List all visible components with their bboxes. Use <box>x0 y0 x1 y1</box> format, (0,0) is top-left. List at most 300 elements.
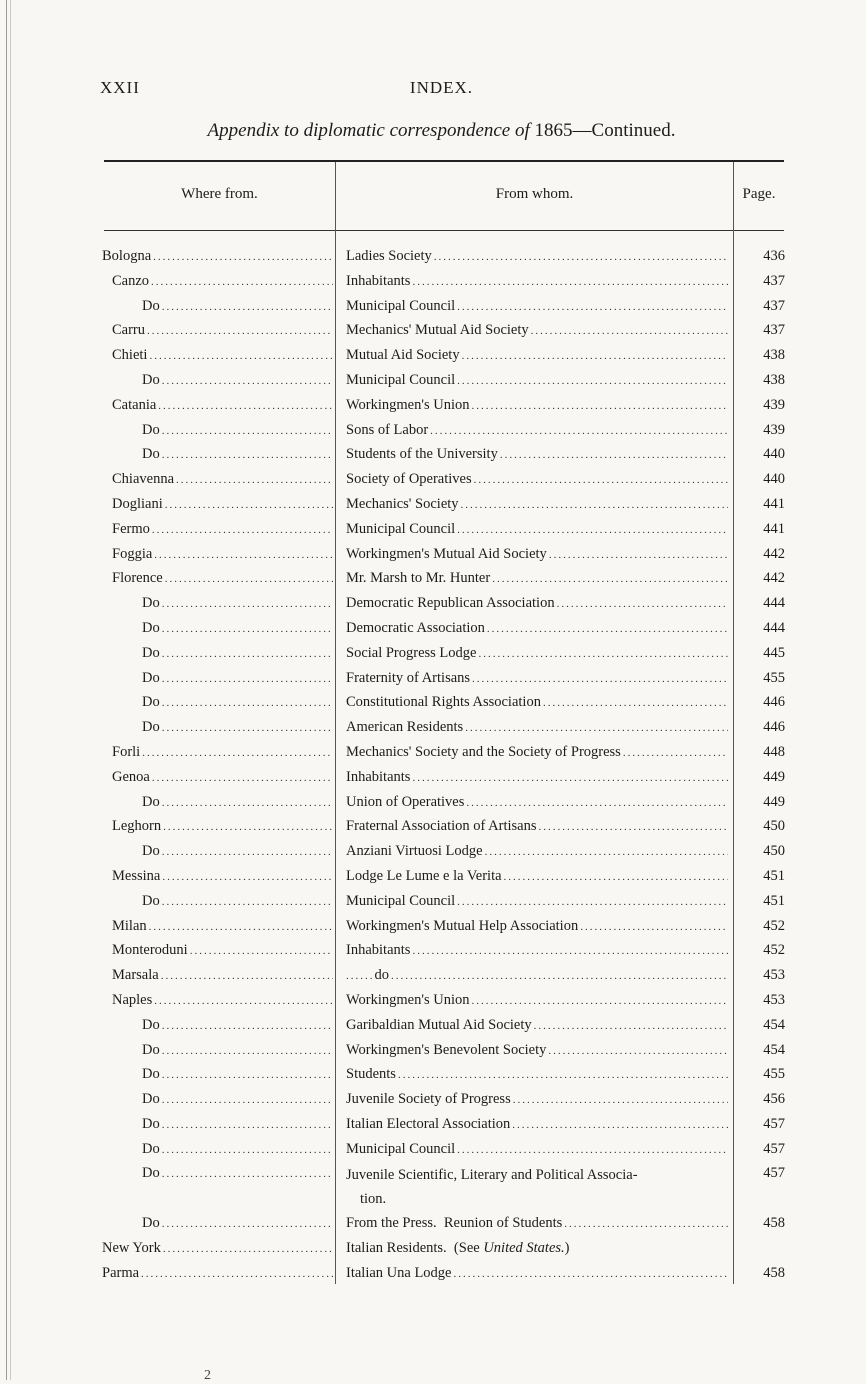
from-whom-cell <box>346 965 728 986</box>
page-number-cell: 437 <box>763 297 785 314</box>
from-whom-text <box>346 767 410 787</box>
table-row <box>100 519 790 544</box>
place-cell <box>102 618 333 639</box>
leader-dots <box>454 1264 729 1284</box>
page-number-cell: 450 <box>763 818 785 835</box>
place-cell <box>102 668 333 689</box>
leader-dots <box>434 247 728 267</box>
from-whom-text <box>346 792 464 812</box>
leader-dots <box>474 470 728 490</box>
from-whom-main: Mechanics' Society and the Society of Progress <box>346 743 621 760</box>
from-whom-text <box>346 940 410 960</box>
table-row <box>100 1089 790 1114</box>
page-number-cell: 442 <box>763 570 785 587</box>
from-whom-main: Workingmen's Benevolent Society <box>346 1041 547 1058</box>
page-number-cell: 457 <box>763 1165 785 1182</box>
place-cell <box>102 395 333 416</box>
leader-dots <box>412 941 728 961</box>
page-number-cell: 440 <box>763 471 785 488</box>
from-whom-cell <box>346 618 728 639</box>
page-number-cell: 452 <box>763 917 785 934</box>
from-whom-text <box>346 444 498 464</box>
from-whom-main: From the Press. Reunion of Students <box>346 1215 563 1232</box>
from-whom-main: Fraternity of Artisans <box>346 669 471 686</box>
leader-dots <box>149 346 333 366</box>
leader-dots <box>430 421 728 441</box>
from-whom-main: Italian Residents. (See <box>346 1239 484 1256</box>
leader-dots <box>457 520 728 540</box>
place-cell <box>102 767 333 788</box>
place-text: Catania <box>112 396 157 413</box>
table-row <box>100 1163 790 1213</box>
place-cell <box>102 593 333 614</box>
from-whom-main: Sons of Labor <box>346 421 429 438</box>
place-cell <box>102 469 333 490</box>
from-whom-main: Juvenile Society of Progress <box>346 1091 511 1108</box>
place-text: Do <box>142 694 160 711</box>
from-whom-text <box>346 519 455 539</box>
page-number-cell: 437 <box>763 322 785 339</box>
leader-dots <box>162 867 333 887</box>
place-text: Chiavenna <box>112 471 175 488</box>
table-row <box>100 717 790 742</box>
place-cell <box>102 568 333 589</box>
from-whom-cell <box>346 668 728 689</box>
place-cell <box>102 444 333 465</box>
place-cell <box>102 1089 333 1110</box>
table-row <box>100 692 790 717</box>
page-number-roman: XXII <box>100 78 140 97</box>
column-header-page: Page. <box>742 186 776 202</box>
from-whom-text <box>346 345 460 365</box>
page-number-cell: 452 <box>763 942 785 959</box>
place-text: Fermo <box>112 520 150 537</box>
place-text: Do <box>142 446 160 463</box>
place-cell <box>102 866 333 887</box>
from-whom-text <box>346 271 410 291</box>
leader-dots <box>163 817 333 837</box>
place-text: Forli <box>112 743 141 760</box>
leader-dots <box>151 272 333 292</box>
table-row <box>100 271 790 296</box>
place-text: Florence <box>112 570 163 587</box>
from-whom-cell <box>346 717 728 738</box>
page-number-cell: 456 <box>763 1091 785 1108</box>
place-text: Marsala <box>112 967 159 984</box>
table-row <box>100 866 790 891</box>
place-text: Do <box>142 843 160 860</box>
place-cell <box>102 1015 333 1036</box>
page-number-cell: 453 <box>763 991 785 1008</box>
place-cell <box>102 1238 333 1259</box>
from-whom-text <box>346 420 428 440</box>
place-text: Do <box>142 1215 160 1232</box>
leader-dots <box>457 1140 728 1160</box>
from-whom-main: Inhabitants <box>346 942 411 959</box>
from-whom-text <box>346 296 455 316</box>
column-header-where: Where from. <box>181 186 258 202</box>
page-number-cell: 440 <box>763 446 785 463</box>
page-number-cell: 441 <box>763 495 785 512</box>
leader-dots <box>161 966 333 986</box>
from-whom-cell <box>346 395 728 416</box>
table-header-rule <box>104 230 784 231</box>
place-text: Do <box>142 719 160 736</box>
leader-dots <box>492 569 728 589</box>
leader-dots <box>162 1090 333 1110</box>
page-number-cell: 449 <box>763 793 785 810</box>
from-whom-main: Mutual Aid Society <box>346 347 460 364</box>
from-whom-text <box>346 866 502 886</box>
from-whom-cell <box>346 916 728 937</box>
table-row <box>100 593 790 618</box>
place-text: Do <box>142 669 160 686</box>
leader-dots <box>538 817 728 837</box>
from-whom-main: Municipal Council <box>346 297 456 314</box>
section-subtitle <box>100 120 783 142</box>
place-text: Do <box>142 793 160 810</box>
from-whom-cell <box>346 1015 728 1036</box>
place-cell <box>102 841 333 862</box>
leader-dots <box>457 297 728 317</box>
from-whom-main: Workingmen's Mutual Help Association <box>346 917 579 934</box>
from-whom-cell <box>346 767 728 788</box>
from-whom-text <box>346 717 463 737</box>
from-whom-text <box>346 395 469 415</box>
from-whom-main: Students <box>346 1066 396 1083</box>
leader-dots <box>623 743 728 763</box>
from-whom-main: Mr. Marsh to Mr. Hunter <box>346 570 491 587</box>
leader-dots <box>162 1115 333 1135</box>
place-cell <box>102 246 333 267</box>
place-cell <box>102 816 333 837</box>
from-whom-text <box>346 618 485 638</box>
from-whom-cell <box>346 940 728 961</box>
from-whom-cell <box>346 296 728 317</box>
table-row <box>100 1064 790 1089</box>
from-whom-cell <box>346 643 728 664</box>
table-row <box>100 320 790 345</box>
place-cell <box>102 544 333 565</box>
leader-dots <box>465 718 728 738</box>
from-whom-text <box>346 841 483 861</box>
leader-dots <box>461 495 728 515</box>
table-row <box>100 916 790 941</box>
from-whom-text <box>346 469 472 489</box>
leader-dots <box>557 594 728 614</box>
from-whom-main: Union of Operatives <box>346 793 465 810</box>
from-whom-italic: United States. <box>483 1239 565 1256</box>
from-whom-text <box>346 1114 510 1134</box>
leader-dots <box>548 1041 728 1061</box>
leader-dots: ...... <box>346 970 375 983</box>
leader-dots <box>534 1016 728 1036</box>
table-row <box>100 618 790 643</box>
from-whom-text <box>346 668 470 688</box>
place-text: Messina <box>112 867 161 884</box>
from-whom-main: American Residents <box>346 719 464 736</box>
page-number-cell: 448 <box>763 743 785 760</box>
from-whom-cell <box>346 1238 728 1258</box>
leader-dots <box>176 470 333 490</box>
leader-dots <box>162 669 333 689</box>
from-whom-cell <box>346 1114 728 1135</box>
leader-dots <box>162 1041 333 1061</box>
subtitle-year: 1865 <box>534 120 573 141</box>
from-whom-text <box>346 1040 546 1060</box>
from-whom-main: Italian Electoral Association <box>346 1115 511 1132</box>
leader-dots <box>154 991 333 1011</box>
leader-dots <box>162 842 333 862</box>
table-row <box>100 1213 790 1238</box>
place-cell <box>102 692 333 713</box>
signature-mark: 2 <box>204 1368 211 1383</box>
place-cell <box>102 916 333 937</box>
leader-dots <box>162 718 333 738</box>
place-text: Do <box>142 1115 160 1132</box>
place-text: Do <box>142 892 160 909</box>
from-whom-text <box>346 593 555 613</box>
from-whom-text <box>346 1064 396 1084</box>
from-whom-text <box>346 568 490 588</box>
from-whom-text <box>346 742 621 762</box>
table-row <box>100 767 790 792</box>
table-row <box>100 1114 790 1139</box>
page-number-cell: 441 <box>763 520 785 537</box>
table-row <box>100 296 790 321</box>
page-number-cell: 455 <box>763 1066 785 1083</box>
from-whom-text <box>346 1238 570 1258</box>
from-whom-cell <box>346 816 728 837</box>
table-row <box>100 668 790 693</box>
leader-dots <box>462 346 728 366</box>
from-whom-main: Municipal Council <box>346 371 456 388</box>
leader-dots <box>162 1016 333 1036</box>
from-whom-cell <box>346 891 728 912</box>
from-whom-text: Juvenile Scientific, Literary and Political Associa- <box>346 1167 638 1184</box>
place-cell <box>102 1139 333 1160</box>
from-whom-cell <box>346 1040 728 1061</box>
from-whom-text <box>346 1015 532 1035</box>
table-top-rule <box>104 160 784 162</box>
from-whom-text <box>346 891 455 911</box>
from-whom-cell <box>346 692 728 713</box>
leader-dots <box>564 1214 728 1234</box>
column-header-whom: From whom. <box>495 186 574 202</box>
leader-dots <box>162 793 333 813</box>
place-cell <box>102 891 333 912</box>
from-whom-cell <box>346 494 728 515</box>
from-whom-text <box>346 1139 455 1159</box>
place-text: Monteroduni <box>112 942 188 959</box>
from-whom-main: do <box>374 967 389 984</box>
table-row <box>100 1263 790 1288</box>
place-text: Carru <box>112 322 146 339</box>
leader-dots <box>512 1115 728 1135</box>
place-text: Genoa <box>112 768 150 785</box>
place-cell <box>102 420 333 441</box>
from-whom-main: Municipal Council <box>346 1140 456 1157</box>
place-cell <box>102 320 333 341</box>
leader-dots <box>162 693 333 713</box>
from-whom-cell <box>346 568 728 589</box>
place-text: Leghorn <box>112 818 162 835</box>
from-whom-main: Lodge Le Lume e la Verita <box>346 867 502 884</box>
place-text: Naples <box>112 991 153 1008</box>
leader-dots <box>152 520 333 540</box>
table-row <box>100 494 790 519</box>
leader-dots <box>471 396 728 416</box>
place-text: Foggia <box>112 545 153 562</box>
from-whom-cell <box>346 1064 728 1085</box>
place-text: Milan <box>112 917 147 934</box>
leader-dots <box>190 941 333 961</box>
from-whom-cell <box>346 742 728 763</box>
leader-dots <box>162 619 333 639</box>
place-text: Dogliani <box>112 495 163 512</box>
leader-dots <box>412 768 728 788</box>
page-number-cell: 442 <box>763 545 785 562</box>
place-text: Bologna <box>102 248 152 264</box>
leader-dots <box>457 371 728 391</box>
place-text: Do <box>142 595 160 612</box>
place-cell <box>102 370 333 391</box>
table-row <box>100 841 790 866</box>
place-text: Do <box>142 371 160 388</box>
leader-dots <box>412 272 728 292</box>
place-cell <box>102 792 333 813</box>
page-edge <box>6 0 7 1380</box>
from-whom-text <box>346 816 536 836</box>
leader-dots <box>398 1065 728 1085</box>
place-text: Do <box>142 421 160 438</box>
from-whom-main: Fraternal Association of Artisans <box>346 818 537 835</box>
from-whom-main: Ladies Society <box>346 248 432 264</box>
place-text: New York <box>102 1239 161 1256</box>
place-text: Chieti <box>112 347 148 364</box>
subtitle-italic: Appendix to diplomatic correspondence of <box>207 120 530 141</box>
table-row <box>100 965 790 990</box>
place-text: Do <box>142 297 160 314</box>
page-number-cell: 445 <box>763 644 785 661</box>
from-whom-main: Workingmen's Mutual Aid Society <box>346 545 547 562</box>
place-cell <box>102 1213 333 1234</box>
leader-dots <box>513 1090 728 1110</box>
from-whom-cell <box>346 519 728 540</box>
place-text: Parma <box>102 1264 140 1281</box>
from-whom-text <box>346 692 541 712</box>
from-whom-text <box>346 370 455 390</box>
from-whom-text <box>346 1213 562 1233</box>
place-text: Canzo <box>112 272 150 289</box>
page-number-cell: 446 <box>763 719 785 736</box>
from-whom-main: Italian Una Lodge <box>346 1264 452 1281</box>
leader-dots <box>478 644 728 664</box>
leader-dots <box>543 693 728 713</box>
table-row <box>100 544 790 569</box>
from-whom-main: Workingmen's Union <box>346 396 470 413</box>
place-cell <box>102 1064 333 1085</box>
leader-dots <box>162 644 333 664</box>
page-number-cell: 450 <box>763 843 785 860</box>
table-row <box>100 444 790 469</box>
from-whom-cell <box>346 345 728 366</box>
from-whom-cell <box>346 370 728 391</box>
leader-dots <box>162 371 333 391</box>
table-row <box>100 370 790 395</box>
from-whom-text <box>346 990 469 1010</box>
from-whom-text <box>346 544 547 564</box>
leader-dots <box>549 545 728 565</box>
leader-dots <box>141 1264 333 1284</box>
leader-dots <box>162 1065 333 1085</box>
place-cell <box>102 717 333 738</box>
from-whom-text <box>346 916 578 936</box>
table-row <box>100 1040 790 1065</box>
running-head <box>100 78 783 100</box>
page-number-cell: 446 <box>763 694 785 711</box>
from-whom-cell <box>346 1163 728 1211</box>
from-whom-text <box>346 1263 452 1283</box>
page-number-cell: 454 <box>763 1041 785 1058</box>
page-number-cell: 439 <box>763 396 785 413</box>
place-cell <box>102 345 333 366</box>
from-whom-cell <box>346 1139 728 1160</box>
place-cell <box>102 940 333 961</box>
place-text: Do <box>142 1016 160 1033</box>
place-cell <box>102 1163 333 1184</box>
place-text: Do <box>142 619 160 636</box>
place-text: Do <box>142 1066 160 1083</box>
table-row <box>100 395 790 420</box>
table-row <box>100 1238 790 1263</box>
place-text: Do <box>142 1165 160 1182</box>
page-number-cell: 444 <box>763 619 785 636</box>
table-row <box>100 246 790 271</box>
table-row <box>100 990 790 1015</box>
from-whom-text <box>346 320 529 340</box>
leader-dots <box>487 619 728 639</box>
place-cell <box>102 494 333 515</box>
page-number-cell: 449 <box>763 768 785 785</box>
page-edge-inner <box>10 0 11 1380</box>
leader-dots <box>162 445 333 465</box>
page-number-cell: 457 <box>763 1140 785 1157</box>
leader-dots <box>153 247 333 267</box>
from-whom-main: Democratic Republican Association <box>346 595 555 612</box>
place-cell <box>102 519 333 540</box>
page-number-cell: 437 <box>763 272 785 289</box>
leader-dots <box>472 669 728 689</box>
page-number-cell: 438 <box>763 371 785 388</box>
leader-dots <box>158 396 333 416</box>
from-whom-main: Mechanics' Society <box>346 495 459 512</box>
from-whom-cell <box>346 1213 728 1234</box>
leader-dots <box>531 321 728 341</box>
leader-dots <box>152 768 333 788</box>
from-whom-main: Democratic Association <box>346 619 485 636</box>
from-whom-cell <box>346 320 728 341</box>
table-row <box>100 345 790 370</box>
table-row <box>100 1139 790 1164</box>
from-whom-text <box>346 1089 511 1109</box>
place-text: Do <box>142 1041 160 1058</box>
leader-dots <box>162 1214 333 1234</box>
page-number-cell: 458 <box>763 1215 785 1232</box>
leader-dots <box>162 1164 333 1184</box>
from-whom-cell <box>346 866 728 887</box>
leader-dots <box>500 445 728 465</box>
